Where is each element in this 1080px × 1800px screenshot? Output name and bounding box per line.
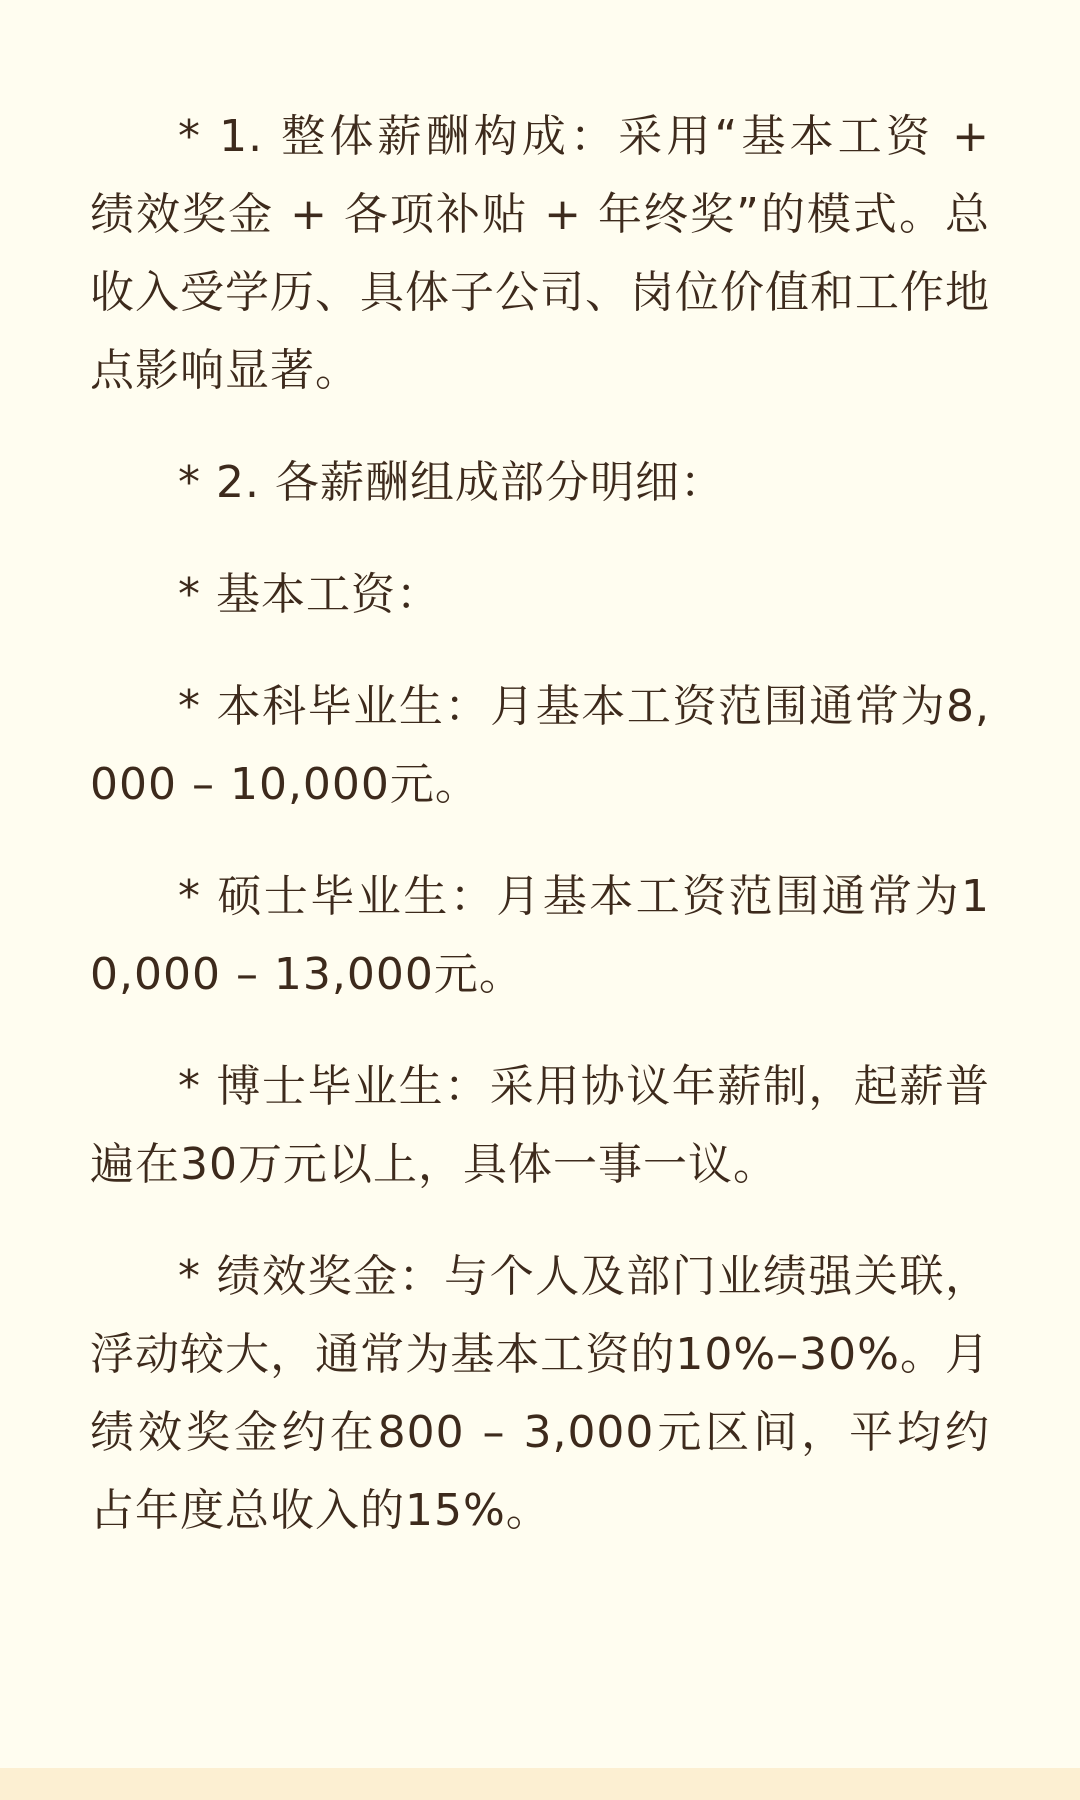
paragraph-components-heading: * 2. 各薪酬组成部分明细：: [178, 457, 725, 508]
paragraph-base-salary-heading: * 基本工资：: [178, 569, 441, 620]
paragraph-bachelor-salary: * 本科毕业生：月基本工资范围通常为8,000 – 10,000元。: [90, 681, 990, 810]
document-body: [90, 98, 990, 1584]
paragraph-doctor-salary: * 博士毕业生：采用协议年薪制，起薪普遍在30万元以上，具体一事一议。: [90, 1061, 990, 1190]
bottom-band: [0, 1768, 1080, 1800]
paragraph-performance-bonus: * 绩效奖金：与个人及部门业绩强关联，浮动较大，通常为基本工资的10%–30%。月绩效奖金约在800 – 3,000元区间，平均约占年度总收入的15%。: [90, 1251, 990, 1536]
paragraph-salary-structure: * 1. 整体薪酬构成：采用“基本工资 + 绩效奖金 + 各项补贴 + 年终奖”的模式。总收入受学历、具体子公司、岗位价值和工作地点影响显著。: [90, 111, 990, 396]
paragraph-master-salary: * 硕士毕业生：月基本工资范围通常为10,000 – 13,000元。: [90, 871, 990, 1000]
